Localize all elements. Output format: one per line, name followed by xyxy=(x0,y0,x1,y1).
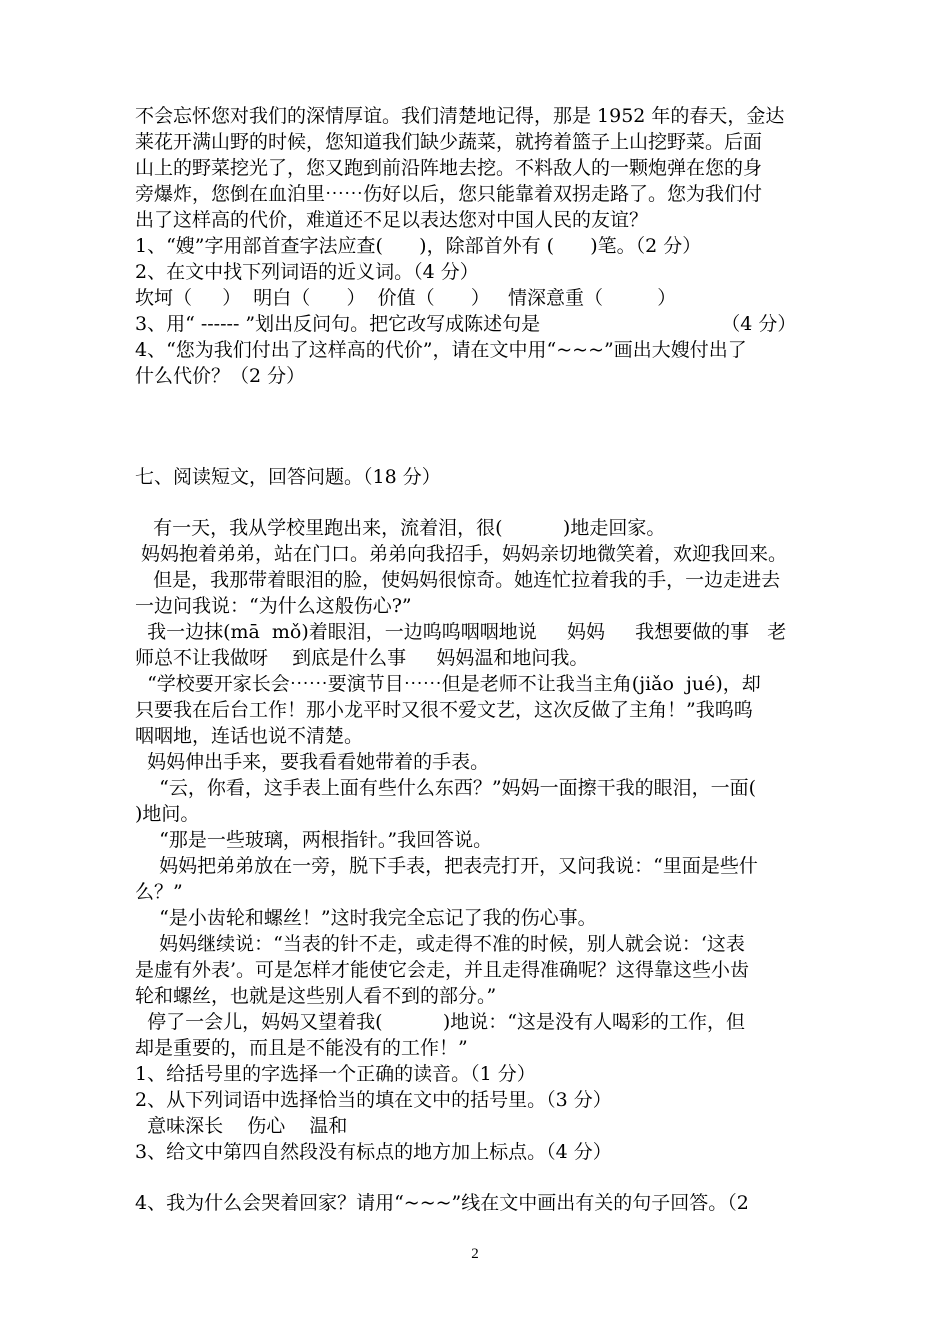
question-line: 2、在文中找下列词语的近义词。（4 分） xyxy=(135,261,479,283)
question-line: 1、“嫂”字用部首查字法应查( )，除部首外有 ( )笔。（2 分） xyxy=(135,235,702,257)
passage-line: 不会忘怀您对我们的深情厚谊。我们清楚地记得，那是 1952 年的春天，金达 xyxy=(135,105,785,127)
passage-line: 师总不让我做呀 到底是什么事 妈妈温和地问我。 xyxy=(135,647,589,669)
passage-line: 旁爆炸，您倒在血泊里⋯⋯伤好以后，您只能靠着双拐走路了。您为我们付 xyxy=(135,183,763,205)
passage-line: 妈妈抱着弟弟，站在门口。弟弟向我招手，妈妈亲切地微笑着，欢迎我回来。 xyxy=(135,543,788,565)
passage-line: 出了这样高的代价，难道还不足以表达您对中国人民的友谊？ xyxy=(135,209,649,231)
passage-line: 是虚有外表’。可是怎样才能使它会走，并且走得准确呢？这得靠这些小齿 xyxy=(135,959,750,981)
passage-line: 却是重要的，而且是不能没有的工作！” xyxy=(135,1037,468,1059)
passage-line: 轮和螺丝，也就是这些别人看不到的部分。” xyxy=(135,985,497,1007)
passage-line: 么？” xyxy=(135,881,183,903)
passage-line: “学校要开家长会⋯⋯要演节目⋯⋯但是老师不让我当主角(jiǎo jué)，却 xyxy=(135,673,761,695)
passage-line: “云，你看，这手表上面有些什么东西？”妈妈一面擦干我的眼泪，一面( xyxy=(135,777,756,799)
passage-line: 有一天，我从学校里跑出来，流着泪，很( )地走回家。 xyxy=(135,517,666,539)
passage-line: 莱花开满山野的时候，您知道我们缺少蔬菜，就挎着篮子上山挖野菜。后面 xyxy=(135,131,763,153)
passage-line: 只要我在后台工作！那小龙平时又很不爱文艺，这次反做了主角！”我呜呜 xyxy=(135,699,753,721)
question-line: 1、给括号里的字选择一个正确的读音。（1 分） xyxy=(135,1063,536,1085)
passage-line: 山上的野菜挖光了，您又跑到前沿阵地去挖。不料敌人的一颗炮弹在您的身 xyxy=(135,157,763,179)
passage-line: )地问。 xyxy=(135,803,200,825)
question-line: 2、从下列词语中选择恰当的填在文中的括号里。（3 分） xyxy=(135,1089,612,1111)
passage-line: 停了一会儿，妈妈又望着我( )地说：“这是没有人喝彩的工作，但 xyxy=(135,1011,746,1033)
passage-line: 咽咽地，连话也说不清楚。 xyxy=(135,725,364,747)
question-line: 4、我为什么会哭着回家？请用“~~~”线在文中画出有关的句子回答。（2 xyxy=(135,1192,749,1214)
passage-line: “是小齿轮和螺丝！”这时我完全忘记了我的伤心事。 xyxy=(135,907,597,929)
page-number: 2 xyxy=(471,1246,479,1262)
question-line: 4、“您为我们付出了这样高的代价”，请在文中用“~~~”画出大嫂付出了 xyxy=(135,339,747,361)
passage-line: 一边问我说：“为什么这般伤心?” xyxy=(135,595,412,617)
question-line: 什么代价？（2 分） xyxy=(135,365,306,387)
passage-line: 妈妈把弟弟放在一旁，脱下手表，把表壳打开，又问我说：“里面是些什 xyxy=(135,855,758,877)
passage-line: 妈妈继续说：“当表的针不走，或走得不准的时候，别人就会说：‘这表 xyxy=(135,933,745,955)
passage-line: 妈妈伸出手来，要我看看她带着的手表。 xyxy=(135,751,490,773)
passage-line: “那是一些玻璃，两根指针。”我回答说。 xyxy=(135,829,493,851)
question-line: 坎坷（ ） 明白（ ） 价值（ ） 情深意重（ ） xyxy=(135,287,677,309)
section-title: 七、阅读短文，回答问题。（18 分） xyxy=(135,466,441,488)
passage-line: 我一边抹(mā mǒ)着眼泪，一边呜呜咽咽地说 妈妈 我想要做的事 老 xyxy=(135,621,787,643)
question-line: 3、给文中第四自然段没有标点的地方加上标点。（4 分） xyxy=(135,1141,612,1163)
word-bank: 意味深长 伤心 温和 xyxy=(135,1115,348,1137)
passage-line: 但是，我那带着眼泪的脸，使妈妈很惊奇。她连忙拉着我的手，一边走进去 xyxy=(135,569,781,591)
question-line: 3、用“ ------ ”划出反问句。把它改写成陈述句是 （4 分） xyxy=(135,313,797,335)
